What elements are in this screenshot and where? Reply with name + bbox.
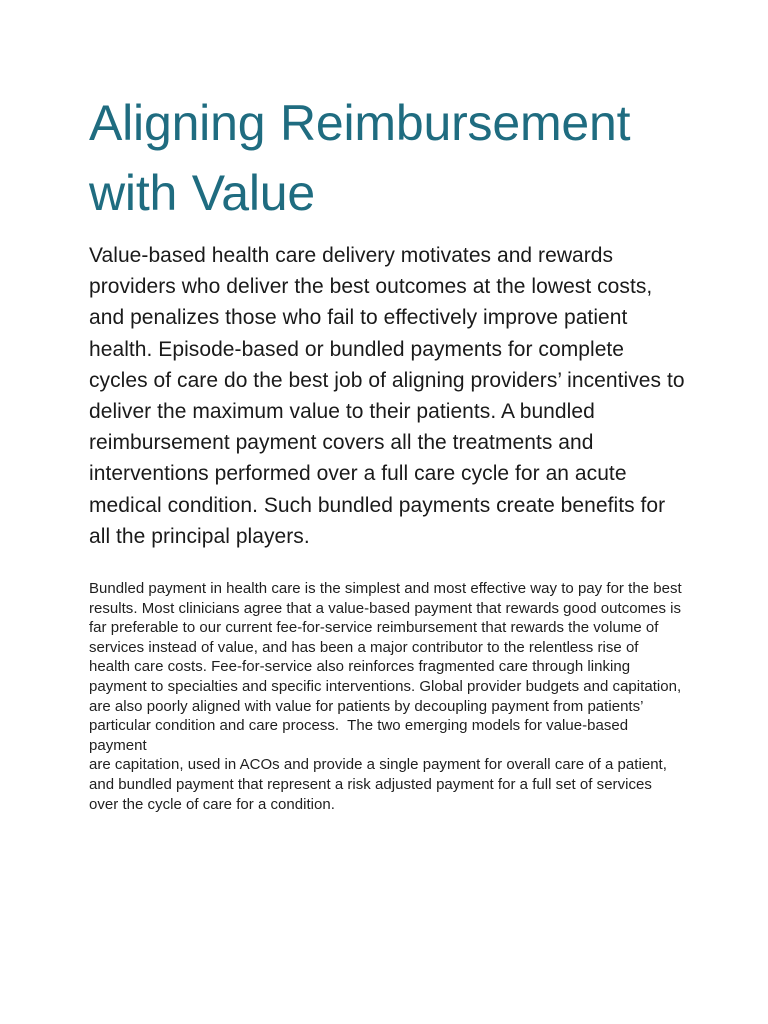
document-content: [89, 88, 685, 814]
body-paragraph: Bundled payment in health care is the simplest and most effective way to pay for the best results. Most clinicians agree that a value-based payment that rewards good outcomes is far preferable to our current fee-for-service reimbursement that rewards the volume of services instead of value, and has been a major contributor to the relentless rise of health care costs. Fee-for-service also reinforces fragmented care through linking payment to specialties and specific interventions. Global provider budgets and capitation, are also poorly aligned with value for patients by decoupling payment from patients’ particular condition and care process. The two emerging models for value-based payment are capitation, used in ACOs and provide a single payment for overall care of a patient, and bundled payment that represent a risk adjusted payment for a full set of services over the cycle of care for a condition.: [89, 580, 682, 813]
lead-paragraph: Value-based health care delivery motivates and rewards providers who deliver the best outcomes at the lowest costs, and penalizes those who fail to effectively improve patient health. Episode-based or bundled payments for complete cycles of care do the best job of aligning providers’ incentives to deliver the maximum value to their patients. A bundled reimbursement payment covers all the treatments and interventions performed over a full care cycle for an acute medical condition. Such bundled payments create benefits for all the principal players.: [89, 244, 685, 548]
page-title: Aligning Reimbursement with Value: [89, 95, 631, 221]
